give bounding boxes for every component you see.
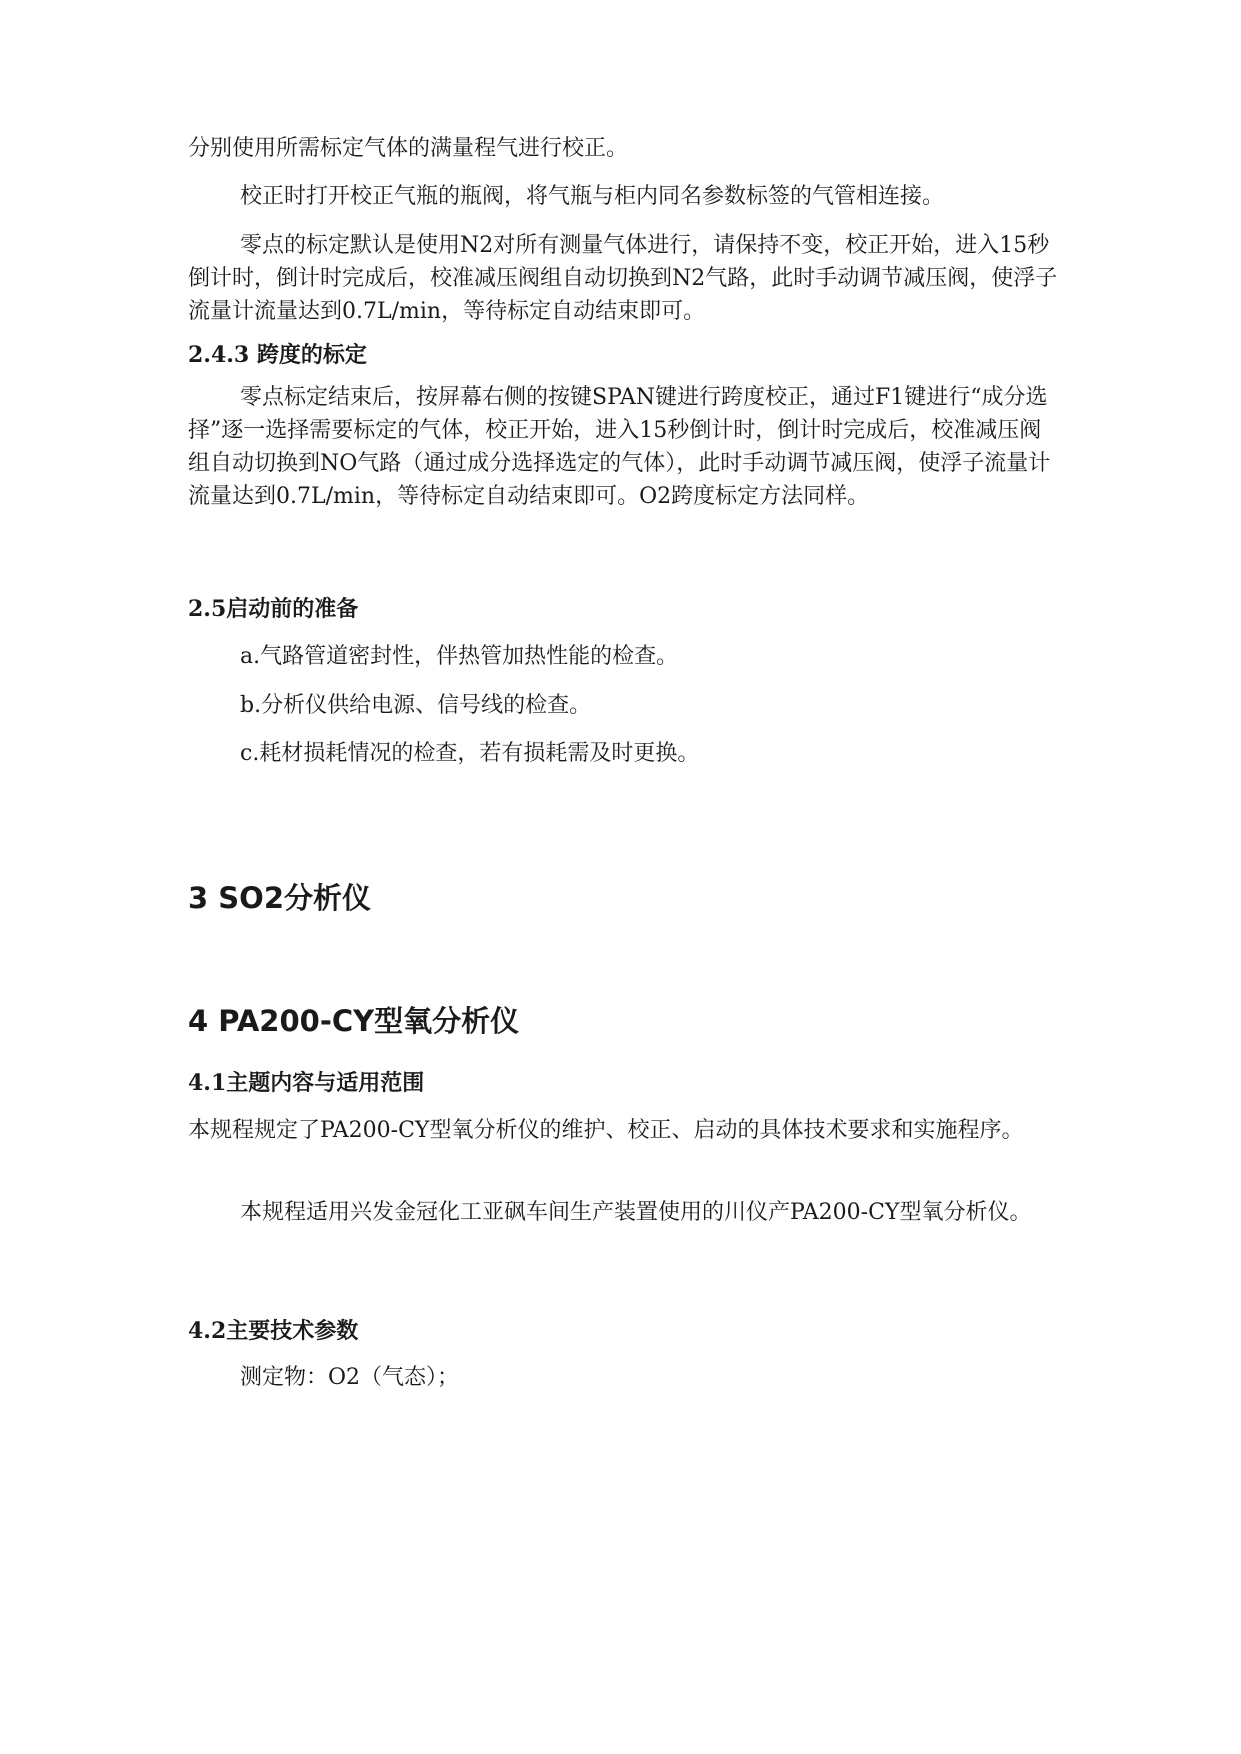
paragraph-scope: 本规程规定了PA200-CY型氧分析仪的维护、校正、启动的具体技术要求和实施程序。 <box>188 1118 1024 1143</box>
heading-section-3: 3 SO2分析仪 <box>188 881 371 915</box>
paragraph-cylinder-connection: 校正时打开校正气瓶的瓶阀，将气瓶与柜内同名参数标签的气管相连接。 <box>240 184 945 209</box>
heading-4-1: 4.1主题内容与适用范围 <box>188 1070 425 1096</box>
paragraph-zero-calibration: 零点的标定默认是使用N2对所有测量气体进行，请保持不变，校正开始，进入15秒倒计时，倒计时完成后，校准减压阀组自动切换到N2气路，此时手动调节减压阀，使浮子流量计流量达到0.7L/min，等待标定自动结束即可。 <box>188 233 1058 324</box>
heading-section-4: 4 PA200-CY型氧分析仪 <box>188 1004 520 1038</box>
paragraph-span-calibration: 零点标定结束后，按屏幕右侧的按键SPAN键进行跨度校正，通过F1键进行“成分选择”逐一选择需要标定的气体，校正开始，进入15秒倒计时，倒计时完成后，校准减压阀组自动切换到NO气路（通过成分选择选定的气体），此时手动调节减压阀，使浮子流量计流量达到0.7L/min，等待标定自动结束即可。O2跨度标定方法同样。 <box>188 385 1051 509</box>
paragraph-measured-substance: 测定物：O2（气态）； <box>240 1365 460 1390</box>
paragraph-calibration-gas: 分别使用所需标定气体的满量程气进行校正。 <box>188 136 629 161</box>
heading-2-5: 2.5启动前的准备 <box>188 596 359 622</box>
list-item-a: a.气路管道密封性，伴热管加热性能的检查。 <box>240 644 679 669</box>
heading-2-4-3: 2.4.3 跨度的标定 <box>188 342 367 368</box>
paragraph-applicability: 本规程适用兴发金冠化工亚砜车间生产装置使用的川仪产PA200-CY型氧分析仪。 <box>240 1200 1032 1225</box>
heading-4-2: 4.2主要技术参数 <box>188 1318 359 1344</box>
list-item-c: c.耗材损耗情况的检查，若有损耗需及时更换。 <box>240 741 700 766</box>
list-item-b: b.分析仪供给电源、信号线的检查。 <box>240 693 592 718</box>
